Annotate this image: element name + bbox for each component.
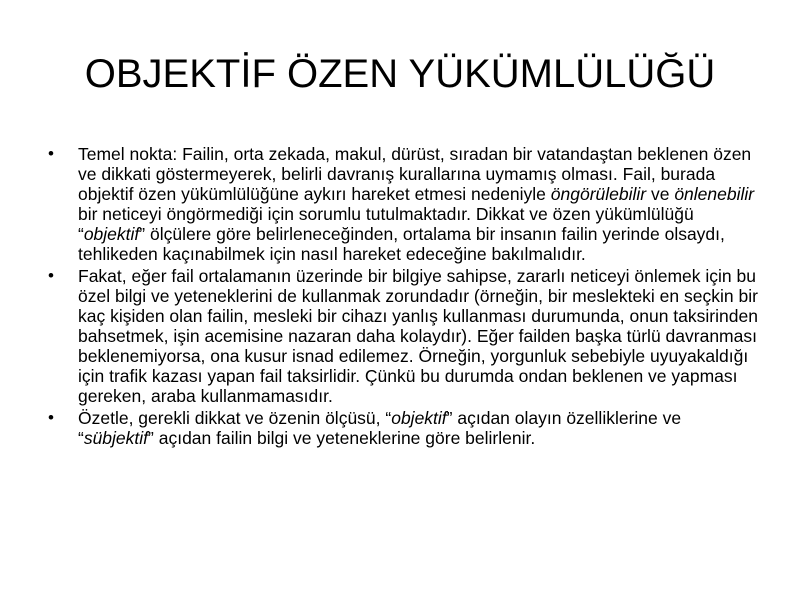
italic-segment: objektif xyxy=(83,224,140,244)
text-segment: Temel nokta: Failin, orta zekada, makul, dürüst, sıradan bir vatandaştan beklenen özen ve dikkati göstermeyerek, belirli davranış kurallarına uymamış olması. Fail, burada objektif özen yükümlülüğüne aykırı hareket etmesi nedeniyle xyxy=(78,144,752,204)
italic-segment: sübjektif xyxy=(83,428,149,448)
bullet-item xyxy=(48,144,760,264)
italic-segment: önlenebilir xyxy=(674,184,755,204)
bullet-item xyxy=(48,408,760,448)
bullet-list xyxy=(48,144,760,450)
bullet-text xyxy=(78,266,758,406)
text-segment: ” açıdan olayın özelliklerine ve “ xyxy=(78,408,682,448)
italic-segment: öngörülebilir xyxy=(550,184,647,204)
italic-segment: objektif xyxy=(391,408,447,428)
bullet-dot-icon: • xyxy=(48,408,54,427)
text-segment: Özetle, gerekli dikkat ve özenin ölçüsü, “ xyxy=(78,408,392,428)
bullet-item xyxy=(48,266,760,406)
text-segment: ” ölçülere göre belirleneceğinden, ortalama bir insanın failin yerinde olsaydı, tehlikeden kaçınabilmek için nasıl hareket edeceğine bakılmalıdır. xyxy=(78,224,725,264)
slide-title: OBJEKTİF ÖZEN YÜKÜMLÜLÜĞÜ xyxy=(84,52,716,96)
bullet-text xyxy=(78,408,681,448)
bullet-text xyxy=(78,144,754,264)
text-segment: bir neticeyi öngörmediği için sorumlu tutulmaktadır. Dikkat ve özen yükümlülüğü “ xyxy=(78,204,694,244)
text-segment: ” açıdan failin bilgi ve yeteneklerine göre belirlenir. xyxy=(148,428,536,448)
text-segment: Fakat, eğer fail ortalamanın üzerinde bir bilgiye sahipse, zararlı neticeyi önlemek için bu özel bilgi ve yeteneklerini de kullanmak zorundadır (örneğin, bir meslekteki en seçkin bir kaç kişiden olan failin, mesleki bir cihazı yanlış kullanması durumunda, onun taksirinden bahsetmek, işin acemisine nazaran daha kolaydır). Eğer failden başka türlü davranması beklenemiyorsa, ona kusur isnad edilemez. Örneğin, yorgunluk sebebiyle uyuyakaldığı için trafik kazası yapan fail taksirlidir. Çünkü bu durumda ondan beklenen ve yapması gereken, araba kullanmamasıdır. xyxy=(78,266,758,406)
text-segment: ve xyxy=(646,184,675,204)
bullet-dot-icon: • xyxy=(48,144,54,163)
bullet-dot-icon: • xyxy=(48,266,54,285)
